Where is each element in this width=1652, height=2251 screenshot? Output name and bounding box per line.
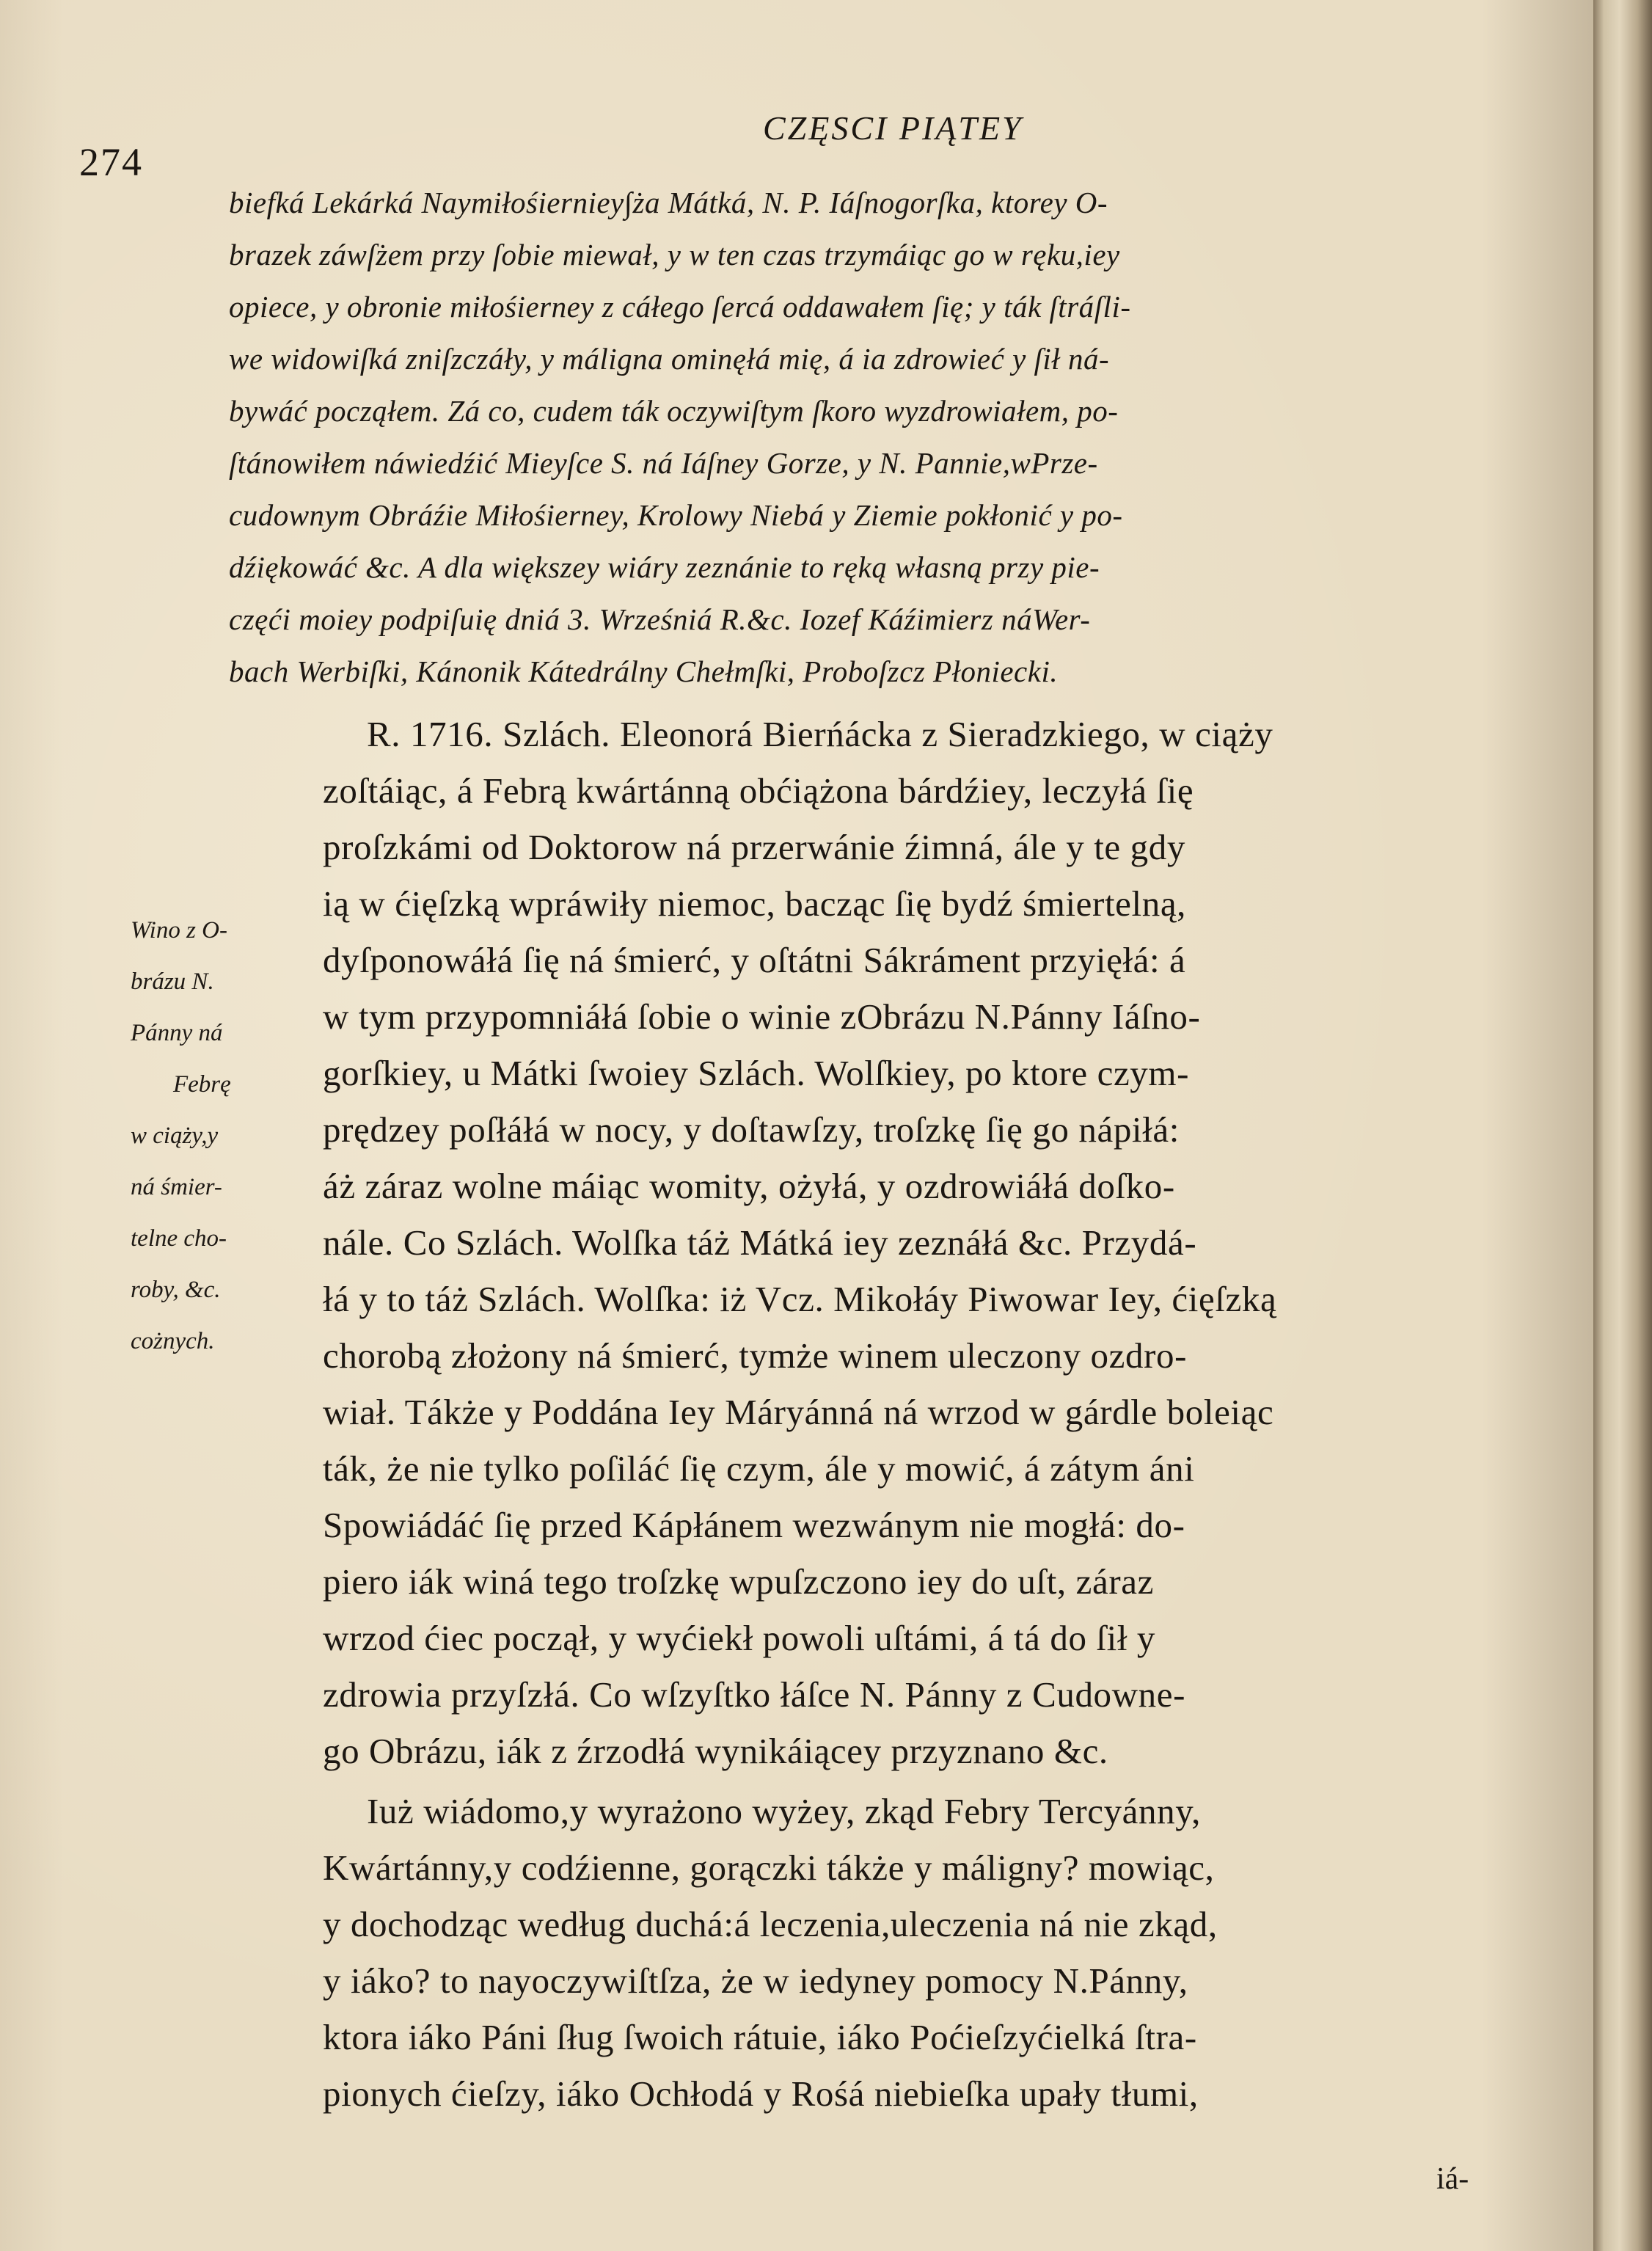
margin-note-line: telne cho- — [131, 1225, 227, 1252]
text-line: R. 1716. Szlách. Eleonorá Bierńácka z Sieradzkiego, w ciąży — [367, 714, 1273, 754]
text-line: chorobą złożony ná śmierć, tymże winem uleczony ozdro- — [323, 1335, 1188, 1376]
text-line: zdrowia przyſzłá. Co wſzyſtko łáſce N. Pánny z Cudowne- — [323, 1674, 1186, 1715]
text-line: zoſtáiąc, á Febrą kwártánną obćiążona bárdźiey, leczyłá ſię — [323, 770, 1194, 811]
text-line: dźiękowáć &c. A dla większey wiáry zeznánie to ręką własną przy pie- — [229, 550, 1100, 584]
text-line: y iáko? to nayoczywiſtſza, że w iedyney pomocy N.Pánny, — [323, 1960, 1188, 2001]
margin-note-line: ná śmier- — [131, 1174, 222, 1200]
margin-note-line: Pánny ná — [131, 1020, 223, 1046]
text-line: bywáć począłem. Zá co, cudem ták oczywiſtym ſkoro wyzdrowiałem, po- — [229, 394, 1119, 428]
margin-note-line: brázu N. — [131, 968, 214, 995]
text-line: ſtánowiłem náwiedźić Mieyſce S. ná Iáſney Gorze, y N. Pannie,wPrze- — [229, 446, 1098, 480]
text-line: Spowiádáć ſię przed Kápłánem wezwánym nie mogłá: do- — [323, 1505, 1185, 1545]
text-line: biefká Lekárká Naymiłośierniey∫ża Mátká, N. P. Iáſnogorſka, ktorey O- — [229, 186, 1108, 219]
text-line: łá y to táż Szlách. Wolſka: iż Vcz. Mikołáy Piwowar Iey, ćięſzką — [323, 1279, 1277, 1319]
text-line: y dochodząc według duchá:á leczenia,uleczenia ná nie zkąd, — [323, 1904, 1218, 1944]
running-head: CZĘSCI PIĄTEY — [763, 109, 1023, 147]
margin-note-line: roby, &c. — [131, 1277, 221, 1303]
text-line: bach Werbiſki, Kánonik Kátedrálny Chełmſki, Proboſzcz Płoniecki. — [229, 654, 1059, 688]
text-line: wrzod ćiec począł, y wyćiekł powoli uſtámi, á tá do ſił y — [323, 1618, 1156, 1658]
text-line: dyſponowáłá ſię ná śmierć, y oſtátni Sákráment przyięłá: á — [323, 940, 1186, 980]
text-line: proſzkámi od Doktorow ná przerwánie źimná, ále y te gdy — [323, 827, 1185, 867]
text-line: w tym przypomniáłá ſobie o winie zObrázu N.Pánny Iáſno- — [323, 996, 1201, 1037]
text-line: pionych ćieſzy, iáko Ochłodá y Rośá niebieſka upały tłumi, — [323, 2073, 1199, 2114]
margin-note-line: w ciąży,y — [131, 1123, 219, 1149]
text-line: częći moiey podpiſuię dniá 3. Wrześniá R.&c. Iozef Káźimierz náWer- — [229, 602, 1091, 636]
text-line: Iuż wiádomo,y wyrażono wyżey, zkąd Febry Tercyánny, — [367, 1791, 1201, 1831]
text-line: opiece, y obronie miłośierney z cáłego ſercá oddawałem ſię; y ták ſtráſli- — [229, 290, 1131, 324]
text-line: prędzey poſłáłá w nocy, y doſtawſzy, troſzkę ſię go nápiłá: — [323, 1109, 1180, 1150]
text-line: Kwártánny,y codźienne, gorączki tákże y máligny? mowiąc, — [323, 1847, 1215, 1888]
text-line: ták, że nie tylko poſiláć ſię czym, ále y mowić, á zátym áni — [323, 1448, 1195, 1489]
text-line: brazek záwſżem przy ſobie miewał, y w ten czas trzymáiąc go w ręku,iey — [229, 238, 1120, 271]
page-number: 274 — [79, 140, 143, 184]
text-line: ią w ćięſzką wpráwiły niemoc, bacząc ſię bydź śmiertelną, — [323, 883, 1187, 924]
book-gutter — [1593, 0, 1652, 2251]
text-line: gorſkiey, u Mátki ſwoiey Szlách. Wolſkiey, po ktore czym- — [323, 1053, 1190, 1093]
margin-note-line: cożnych. — [131, 1328, 215, 1354]
text-line: we widowiſká zniſzczáły, y máligna ominęłá mię, á ia zdrowieć y ſił ná- — [229, 342, 1110, 376]
text-line: ktora iáko Páni ſług ſwoich rátuie, iáko Poćieſzyćielká ſtra- — [323, 2017, 1197, 2057]
text-line: piero iák winá tego troſzkę wpuſzczono iey do uſt, záraz — [323, 1561, 1154, 1602]
text-line: nále. Co Szlách. Wolſka táż Mátká iey zeznáłá &c. Przydá- — [323, 1222, 1197, 1263]
catchword: iá- — [1436, 2162, 1469, 2196]
text-line: go Obrázu, iák z źrzodłá wynikáiącey przyznano &c. — [323, 1731, 1108, 1771]
text-line: cudownym Obráźie Miłośierney, Krolowy Niebá y Ziemie pokłonić y po- — [229, 498, 1123, 532]
margin-note-line: Febrę — [173, 1071, 231, 1098]
text-line: wiał. Tákże y Poddána Iey Máryánná ná wrzod w gárdle boleiąc — [323, 1392, 1274, 1432]
text-line: áż záraz wolne máiąc womity, ożyłá, y ozdrowiáłá doſko- — [323, 1166, 1175, 1206]
margin-note-line: Wino z O- — [131, 917, 227, 944]
